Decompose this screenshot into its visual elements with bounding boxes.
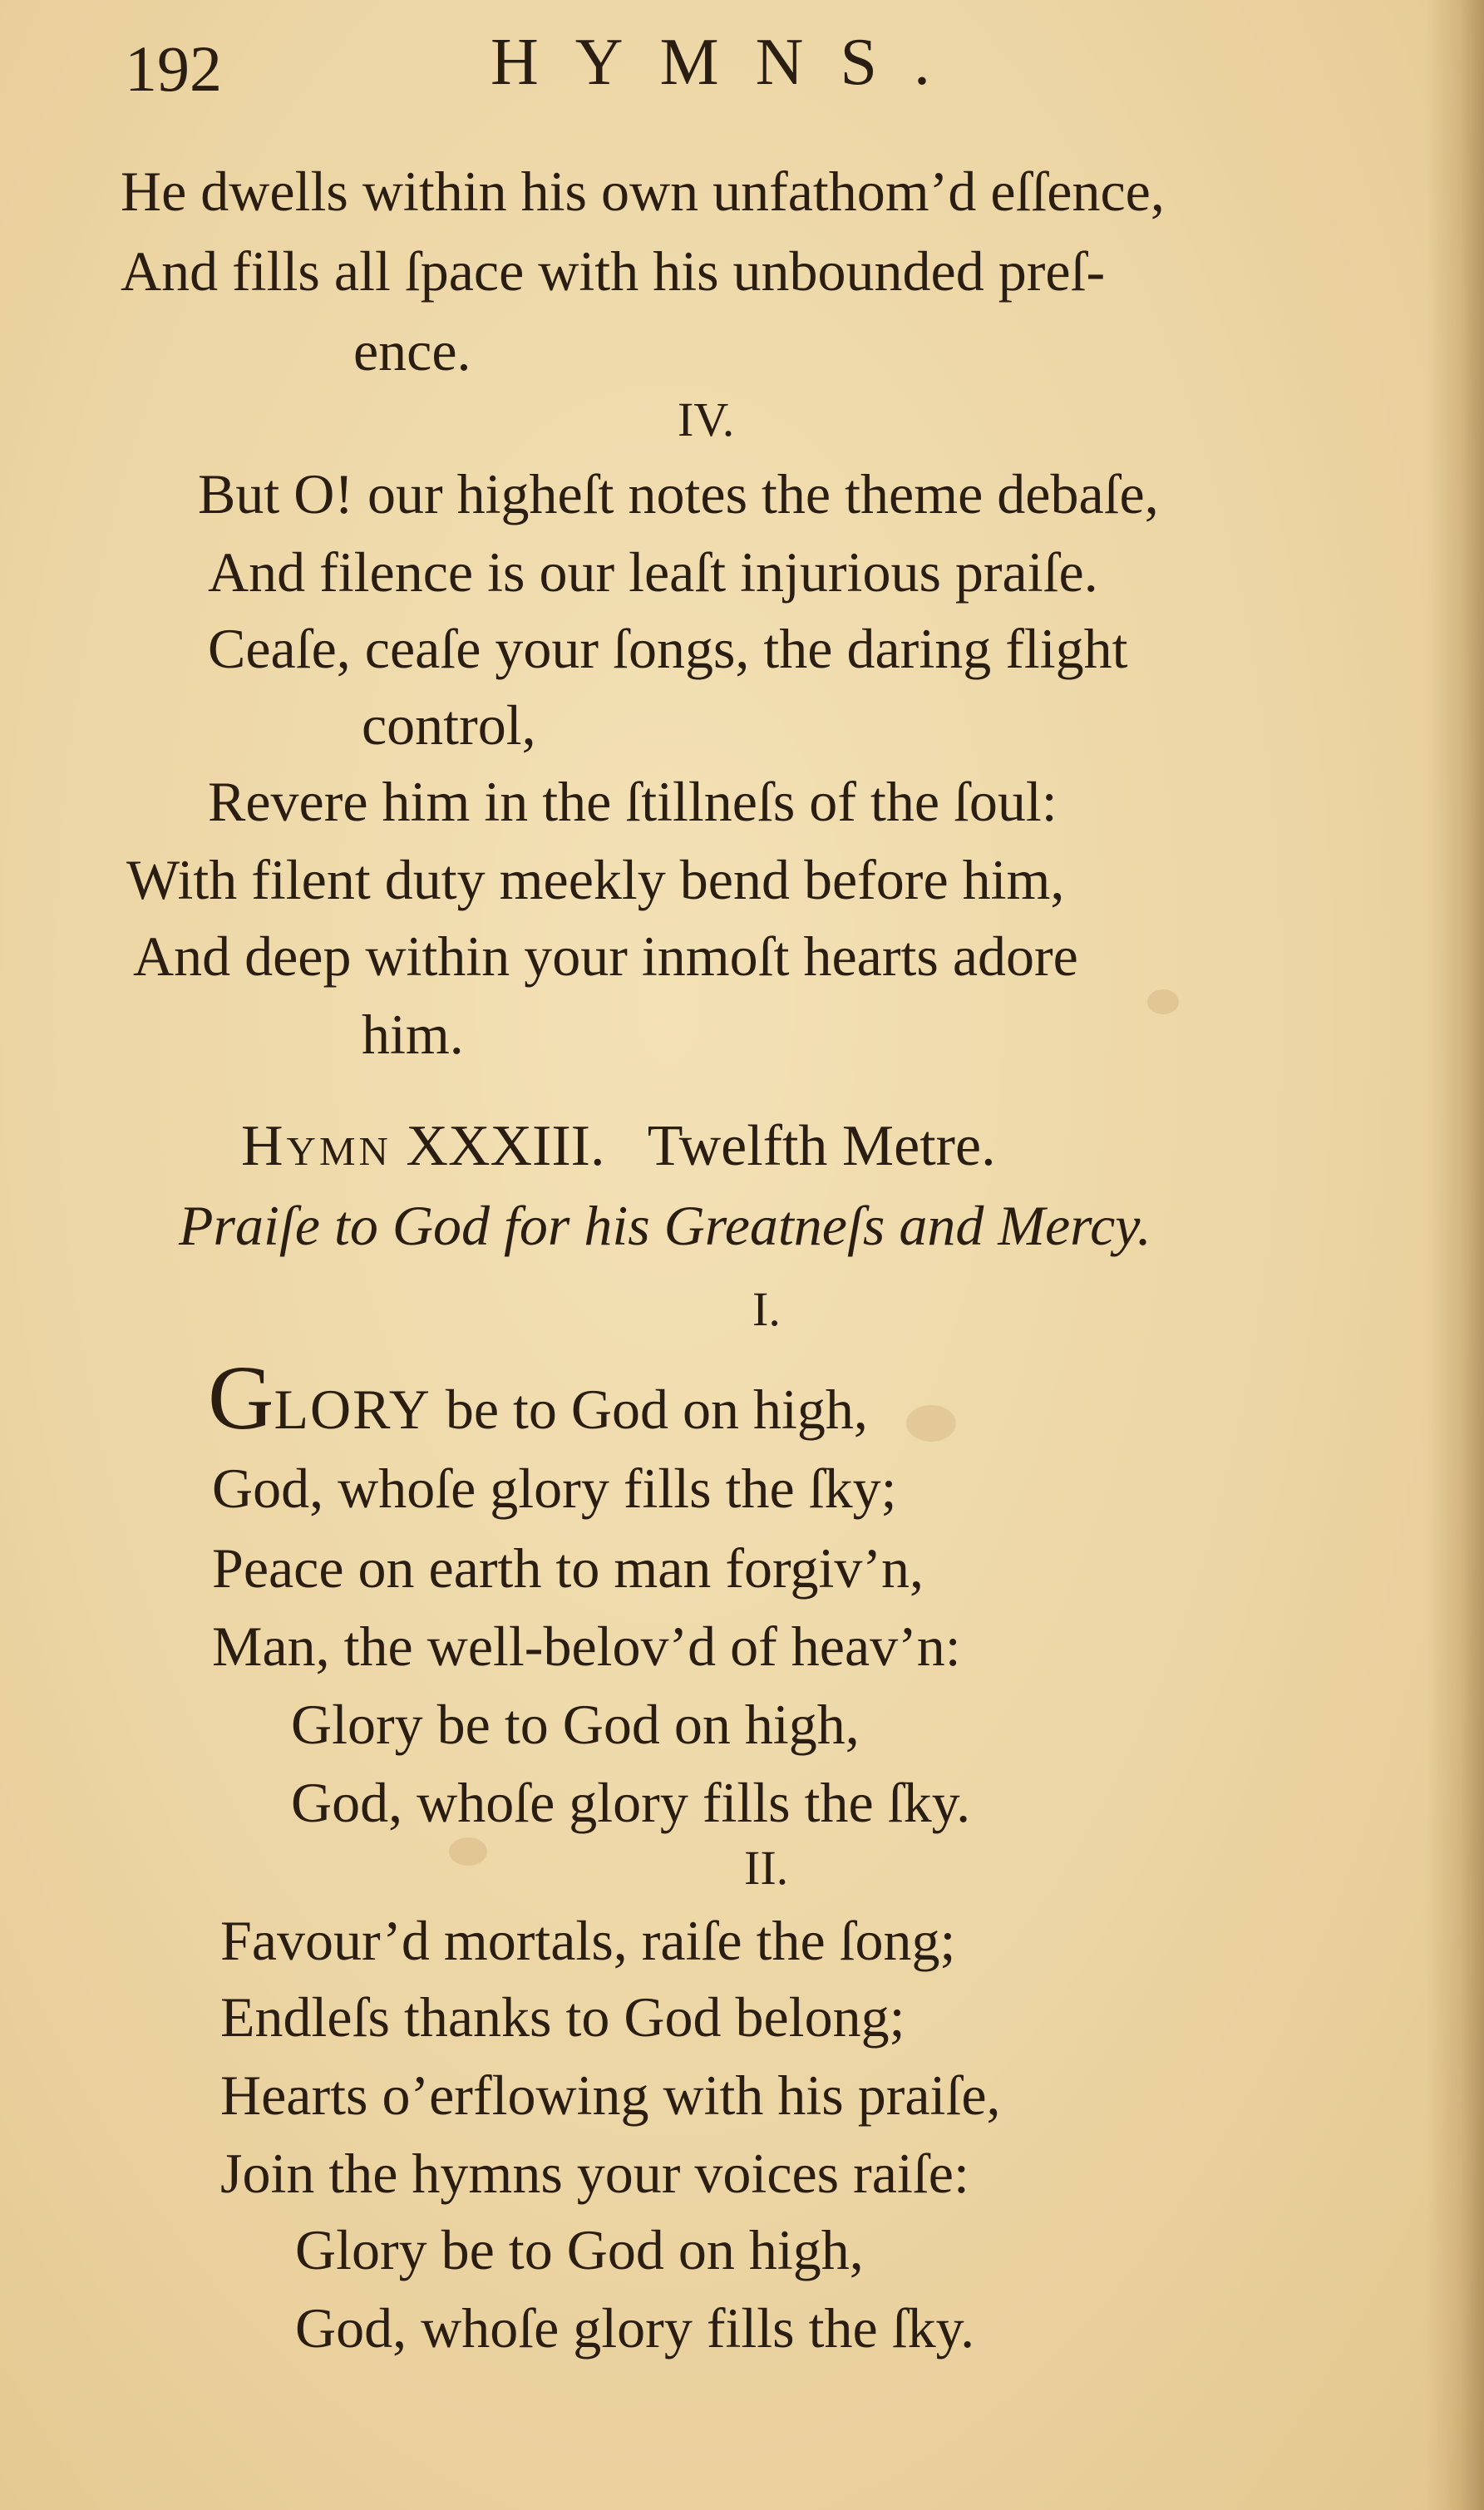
hymn-heading-word: Hymn [241, 1114, 392, 1178]
verse-line: God, whoſe glory fills the ſky. [291, 1771, 971, 1834]
verse-line: control, [362, 693, 536, 757]
drop-cap: G [208, 1347, 274, 1448]
foxing-spot [1147, 989, 1179, 1014]
stanza-numeral: I. [752, 1282, 781, 1336]
stanza-numeral: II. [744, 1841, 789, 1895]
verse-line: Peace on earth to man forgiv’n, [212, 1536, 924, 1600]
verse-line: Ceaſe, ceaſe your ſongs, the daring flight [208, 617, 1128, 680]
verse-line: And filence is our leaſt injurious praiſe. [208, 540, 1098, 604]
hymn-subtitle: Praiſe to God for his Greatneſs and Mercy. [179, 1194, 1151, 1257]
verse-line: Revere him in the ſtillneſs of the ſoul: [208, 770, 1058, 833]
verse-line: ence. [353, 319, 471, 382]
foxing-spot [449, 1837, 487, 1866]
verse-line: Glory be to God on high, [291, 1693, 860, 1756]
verse-line: He dwells within his own unfathom’d eſſence, [121, 160, 1165, 223]
hymn-heading [241, 1114, 996, 1178]
verse-line: God, whoſe glory fills the ſky. [295, 2296, 975, 2360]
stanza-numeral: IV. [678, 392, 735, 446]
page-edge-shadow [1426, 0, 1484, 2510]
foxing-spot [906, 1405, 956, 1442]
verse-line-first [208, 1347, 868, 1448]
first-word-caps: LORY [274, 1378, 431, 1441]
running-title: HYMNS. [491, 26, 967, 99]
verse-line: But O! our higheſt notes the theme debaſe, [198, 462, 1159, 525]
verse-line: Endleſs thanks to God belong; [220, 1985, 905, 2049]
verse-line: Favour’d mortals, raiſe the ſong; [220, 1909, 956, 1972]
verse-line: And deep within your inmoſt hearts adore [133, 925, 1078, 988]
first-line-rest: be to God on high, [431, 1378, 868, 1441]
verse-line: Join the hymns your voices raiſe: [220, 2142, 969, 2205]
verse-line: With filent duty meekly bend before him, [126, 848, 1065, 911]
verse-line: God, whoſe glory fills the ſky; [212, 1457, 897, 1520]
page-number: 192 [125, 32, 222, 105]
verse-line: Hearts o’erflowing with his praiſe, [220, 2064, 1001, 2127]
hymn-heading-rest: XXXIII. Twelfth Metre. [406, 1114, 996, 1178]
verse-line: Glory be to God on high, [295, 2218, 864, 2281]
verse-line: Man, the well-belov’d of heav’n: [212, 1615, 961, 1678]
verse-line: And fills all ſpace with his unbounded preſ- [121, 239, 1106, 303]
verse-line: him. [362, 1003, 464, 1066]
